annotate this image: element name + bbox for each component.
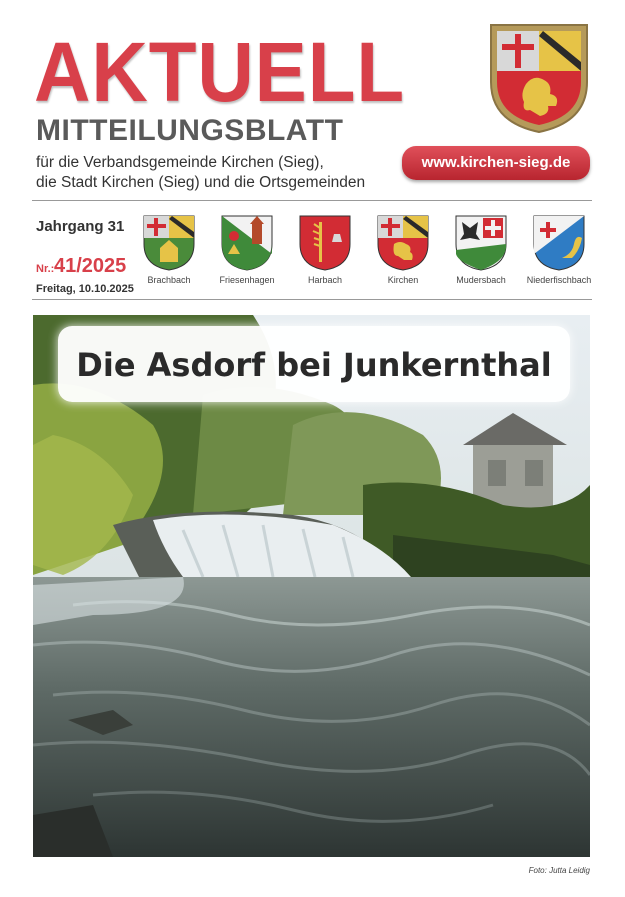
friesenhagen-crest-icon [220, 214, 274, 272]
municipality-niederfischbach[interactable] [524, 214, 594, 285]
photo-credit: Foto: Jutta Leidig [528, 866, 590, 875]
masthead-description-line-2: die Stadt Kirchen (Sieg) und die Ortsgemeinden [36, 174, 366, 191]
municipality-name: Niederfischbach [526, 275, 592, 285]
municipality-name: Harbach [307, 275, 343, 285]
municipality-friesenhagen[interactable] [212, 214, 282, 285]
municipality-name: Mudersbach [456, 275, 506, 285]
masthead-title: AKTUELL [34, 25, 406, 119]
municipality-mudersbach[interactable] [446, 214, 516, 285]
niederfischbach-crest-icon [532, 214, 586, 272]
kirchen-crest-icon [376, 214, 430, 272]
municipality-name: Brachbach [147, 275, 191, 285]
volume-label: Jahrgang 31 [36, 218, 125, 235]
cover-headline: Die Asdorf bei Junkernthal [76, 346, 552, 384]
municipality-name: Friesenhagen [219, 275, 275, 285]
header-divider [32, 200, 592, 201]
municipality-harbach[interactable] [290, 214, 360, 285]
website-link[interactable]: www.kirchen-sieg.de [402, 146, 590, 180]
mudersbach-crest-icon [454, 214, 508, 272]
issue-number: 41/2025 [54, 255, 127, 277]
municipality-divider [32, 299, 592, 300]
municipality-brachbach[interactable] [134, 214, 204, 285]
issue-date: Freitag, 10.10.2025 [36, 283, 134, 295]
masthead-subtitle: MITTEILUNGSBLATT [36, 114, 344, 147]
masthead-description-line-1: für die Verbandsgemeinde Kirchen (Sieg), [36, 154, 324, 171]
municipality-name: Kirchen [387, 275, 419, 285]
harbach-crest-icon [298, 214, 352, 272]
verbandsgemeinde-crest-icon [488, 22, 590, 134]
issue-number-prefix: Nr.: [36, 263, 55, 275]
municipality-kirchen[interactable] [368, 214, 438, 285]
brachbach-crest-icon [142, 214, 196, 272]
